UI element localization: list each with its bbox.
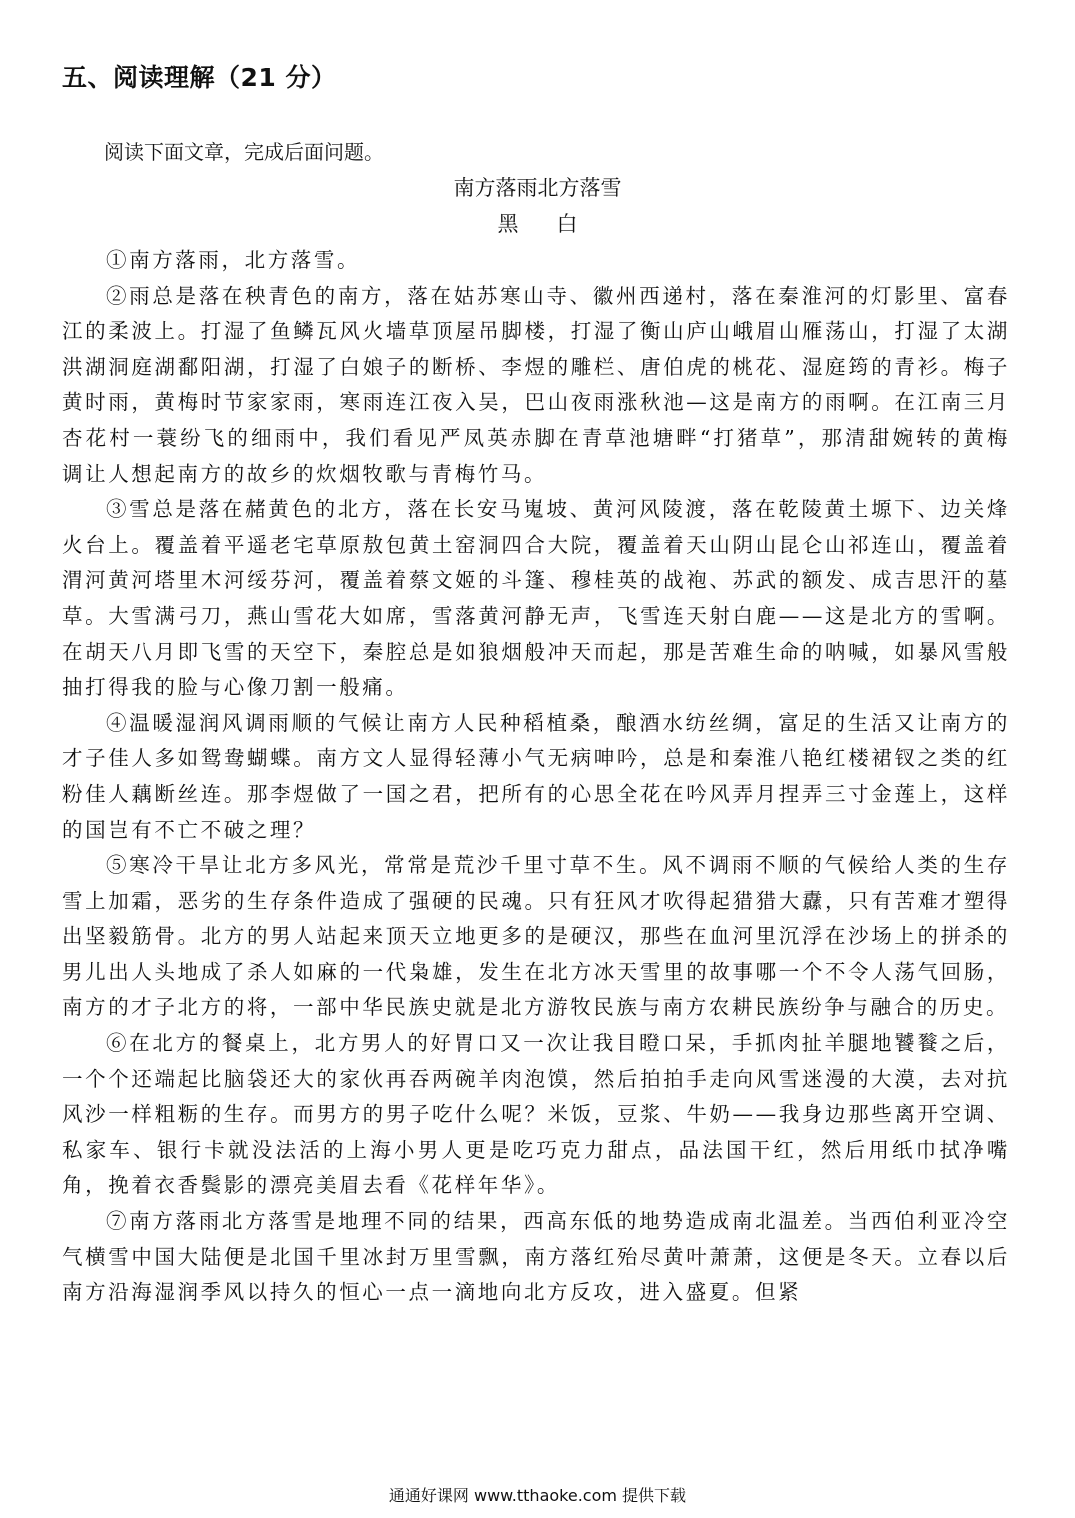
paragraph-7: ⑦南方落雨北方落雪是地理不同的结果，西高东低的地势造成南北温差。当西伯利亚冷空气横雪中国大陆便是北国千里冰封万里雪飘，南方落红殆尽黄叶萧萧，这便是冬天。立春以后南方沿海湿润季风以持久的恒心一点一滴地向北方反攻，进入盛夏。但紧 [62, 1209, 1010, 1305]
paragraph-6: ⑥在北方的餐桌上，北方男人的好胃口又一次让我目瞪口呆，手抓肉扯羊腿地饕餮之后，一个个还端起比脑袋还大的家伙再吞两碗羊肉泡馍，然后拍拍手走向风雪迷漫的大漠，去对抗风沙一样粗粝的生存。而男方的男子吃什么呢？米饭，豆浆、牛奶——我身边那些离开空调、私家车、银行卡就没法活的上海小男人更是吃巧克力甜点，品法国干红，然后用纸巾拭净嘴角，挽着衣香鬓影的漂亮美眉去看《花样年华》。 [62, 1031, 1010, 1198]
paragraph-5: ⑤寒冷干旱让北方多风光，常常是荒沙千里寸草不生。风不调雨不顺的气候给人类的生存雪上加霜，恶劣的生存条件造成了强硬的民魂。只有狂风才吹得起猎猎大纛，只有苦难才塑得出坚毅筋骨。北方的男人站起来顶天立地更多的是硬汉，那些在血河里沉浮在沙场上的拼杀的男儿出人头地成了杀人如麻的一代枭雄，发生在北方冰天雪里的故事哪一个不令人荡气回肠，南方的才子北方的将，一部中华民族史就是北方游牧民族与南方农耕民族纷争与融合的历史。 [62, 853, 1010, 1020]
section-title: 五、阅读理解（21 分） [62, 63, 337, 92]
paragraph-4: ④温暖湿润风调雨顺的气候让南方人民种稻植桑，酿酒水纺丝绸，富足的生活又让南方的才子佳人多如鸳鸯蝴蝶。南方文人显得轻薄小气无病呻吟，总是和秦淮八艳红楼裙钗之类的红粉佳人藕断丝连。那李煜做了一国之君，把所有的心思全花在吟风弄月捏弄三寸金莲上，这样的国岂有不亡不破之理？ [62, 710, 1010, 842]
paragraph-1: ①南方落雨，北方落雪。 [106, 248, 361, 272]
article-body [62, 243, 1010, 1311]
paragraph-3: ③雪总是落在赭黄色的北方，落在长安马嵬坡、黄河风陵渡，落在乾陵黄土塬下、边关烽火台上。覆盖着平遥老宅草原敖包黄土窑洞四合大院，覆盖着天山阴山昆仑山祁连山，覆盖着渭河黄河塔里木河绥芬河，覆盖着蔡文姬的斗篷、穆桂英的战袍、苏武的额发、成吉思汗的墓草。大雪满弓刀，燕山雪花大如席，雪落黄河静无声，飞雪连天射白鹿——这是北方的雪啊。在胡天八月即飞雪的天空下，秦腔总是如狼烟般冲天而起，那是苦难生命的呐喊，如暴风雪般抽打得我的脸与心像刀割一般痛。 [62, 497, 1010, 700]
instruction-text: 阅读下面文章，完成后面问题。 [104, 140, 384, 164]
page-footer: 通通好课网 www.tthaoke.com 提供下载 [388, 1486, 687, 1505]
paragraph-2: ②雨总是落在秧青色的南方，落在姑苏寒山寺、徽州西递村，落在秦淮河的灯影里、富春江的柔波上。打湿了鱼鳞瓦风火墙草顶屋吊脚楼，打湿了衡山庐山峨眉山雁荡山，打湿了太湖洪湖洞庭湖鄱阳湖，打湿了白娘子的断桥、李煜的雕栏、唐伯虎的桃花、湿庭筠的青衫。梅子黄时雨，黄梅时节家家雨，寒雨连江夜入吴，巴山夜雨涨秋池—这是南方的雨啊。在江南三月杏花村一蓑纷飞的细雨中，我们看见严凤英赤脚在青草池塘畔“打猪草”，那清甜婉转的黄梅调让人想起南方的故乡的炊烟牧歌与青梅竹马。 [62, 283, 1010, 486]
article-author: 黑白 [497, 212, 616, 236]
article-title: 南方落雨北方落雪 [453, 176, 622, 200]
